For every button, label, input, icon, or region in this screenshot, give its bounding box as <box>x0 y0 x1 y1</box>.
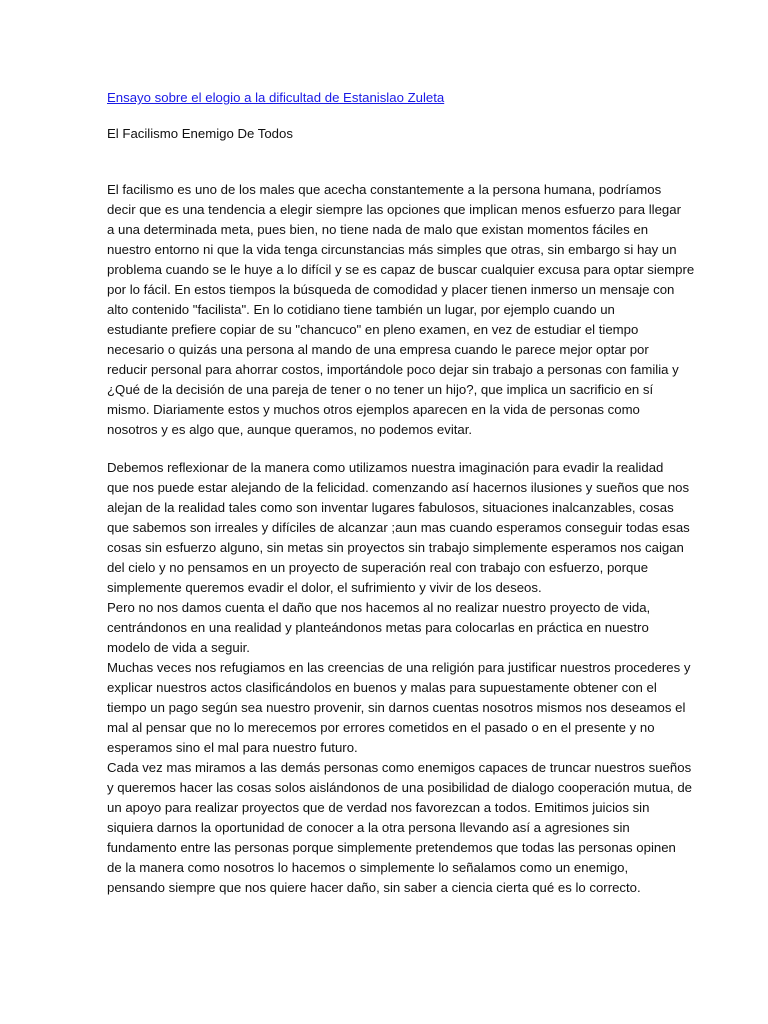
text-line: alejan de la realidad tales como son inventar lugares fabulosos, situaciones inalcanzables, cosas <box>107 500 674 515</box>
text-line: ¿Qué de la decisión de una pareja de tener o no tener un hijo?, que implica un sacrificio en sí <box>107 382 654 397</box>
paragraph-2 <box>107 458 693 898</box>
text-line: un apoyo para realizar proyectos que de verdad nos favorezcan a todos. Emitimos juicios sin <box>107 800 650 815</box>
text-line: mismo. Diariamente estos y muchos otros ejemplos aparecen en la vida de personas como <box>107 402 640 417</box>
text-line: problema cuando se le huye a lo difícil y se es capaz de buscar cualquier excusa para optar siempre <box>107 262 695 277</box>
text-line: y queremos hacer las cosas solos aislándonos de una posibilidad de dialogo cooperación mutua, de <box>107 780 693 795</box>
paragraph-1 <box>107 180 695 440</box>
text-line: El facilismo es uno de los males que acecha constantemente a la persona humana, podríamos <box>107 182 662 197</box>
text-line: modelo de vida a seguir. <box>107 640 250 655</box>
text-line: nosotros y es algo que, aunque queramos, no podemos evitar. <box>107 422 473 437</box>
text-line: Muchas veces nos refugiamos en las creencias de una religión para justificar nuestros procederes y <box>107 660 691 675</box>
document-page <box>107 88 695 898</box>
text-line: necesario o quizás una persona al mando de una empresa cuando le parece mejor optar por <box>107 342 649 357</box>
text-line: nuestro entorno ni que la vida tenga circunstancias más simples que otras, sin embargo si hay un <box>107 242 677 257</box>
text-line: que sabemos son irreales y difíciles de alcanzar ;aun mas cuando esperamos conseguir todas esas <box>107 520 690 535</box>
text-line: explicar nuestros actos clasificándolos en buenos y malas para supuestamente obtener con el <box>107 680 657 695</box>
text-line: esperamos sino el mal para nuestro futuro. <box>107 740 358 755</box>
text-line: cosas sin esfuerzo alguno, sin metas sin proyectos sin trabajo simplemente esperamos nos caigan <box>107 540 684 555</box>
text-line: Debemos reflexionar de la manera como utilizamos nuestra imaginación para evadir la realidad <box>107 460 664 475</box>
essay-link[interactable]: Ensayo sobre el elogio a la dificultad de Estanislao Zuleta <box>107 90 445 105</box>
text-line: tiempo un pago según sea nuestro provenir, sin darnos cuentas nosotros mismos nos deseamos el <box>107 700 686 715</box>
text-line: Pero no nos damos cuenta el daño que nos hacemos al no realizar nuestro proyecto de vida, <box>107 600 651 615</box>
text-line: fundamento entre las personas porque simplemente pretendemos que todas las personas opinen <box>107 840 676 855</box>
text-line: de la manera como nosotros lo hacemos o simplemente lo señalamos como un enemigo, <box>107 860 629 875</box>
text-line: pensando siempre que nos quiere hacer daño, sin saber a ciencia cierta qué es lo correcto. <box>107 880 641 895</box>
text-line: estudiante prefiere copiar de su "chancuco" en pleno examen, en vez de estudiar el tiempo <box>107 322 639 337</box>
text-line: alto contenido "facilista". En lo cotidiano tiene también un lugar, por ejemplo cuando un <box>107 302 615 317</box>
document-body <box>107 180 695 898</box>
text-line: siquiera darnos la oportunidad de conocer a la otra persona llevando así a agresiones sin <box>107 820 630 835</box>
text-line: que nos puede estar alejando de la felicidad. comenzando así hacernos ilusiones y sueños que nos <box>107 480 690 495</box>
document-title: El Facilismo Enemigo De Todos <box>107 126 293 141</box>
text-line: centrándonos en una realidad y planteándonos metas para colocarlas en práctica en nuestro <box>107 620 649 635</box>
text-line: simplemente queremos evadir el dolor, el sufrimiento y vivir de los deseos. <box>107 580 542 595</box>
text-line: del cielo y no pensamos en un proyecto de superación real con trabajo con esfuerzo, porque <box>107 560 649 575</box>
text-line: Cada vez mas miramos a las demás personas como enemigos capaces de truncar nuestros sueños <box>107 760 692 775</box>
text-line: a una determinada meta, pues bien, no tiene nada de malo que existan momentos fáciles en <box>107 222 649 237</box>
text-line: mal al pensar que no lo merecemos por errores cometidos en el pasado o en el presente y no <box>107 720 655 735</box>
text-line: decir que es una tendencia a elegir siempre las opciones que implican menos esfuerzo para llegar <box>107 202 681 217</box>
text-line: reducir personal para ahorrar costos, importándole poco dejar sin trabajo a personas con familia y <box>107 362 679 377</box>
text-line: por lo fácil. En estos tiempos la búsqueda de comodidad y placer tienen inmerso un mensaje con <box>107 282 675 297</box>
